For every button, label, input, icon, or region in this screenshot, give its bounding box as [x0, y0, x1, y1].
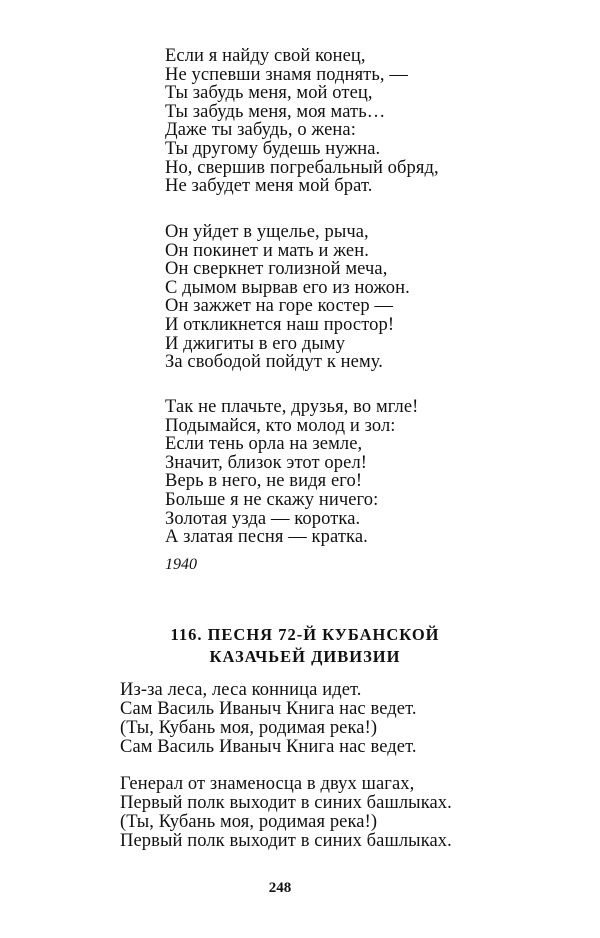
poem-line: Он покинет и мать и жен.	[165, 240, 369, 261]
poem-line: Он сверкнет голизной меча,	[165, 259, 388, 280]
song-line: (Ты, Кубань моя, родимая река!)	[120, 718, 378, 738]
song-line: Сам Василь Иваныч Книга нас ведет.	[120, 699, 417, 719]
song-line: Сам Василь Иваныч Книга нас ведет.	[120, 737, 417, 757]
poem-line: За свободой пойдут к нему.	[165, 352, 383, 373]
poem-line: Больше я не скажу ничего:	[165, 490, 379, 510]
poem-line: Ты забудь меня, моя мать…	[165, 101, 386, 122]
poem-line: Не успевши знамя поднять, —	[165, 64, 408, 85]
song-line: Генерал от знаменосца в двух шагах,	[120, 774, 415, 794]
poem-line: Даже ты забудь, о жена:	[165, 120, 356, 141]
poem-line: Так не плачьте, друзья, во мгле!	[165, 397, 419, 417]
song-line: Первый полк выходит в синих башлыках.	[120, 793, 452, 813]
poem-line: Золотая узда — коротка.	[165, 508, 361, 529]
song-line: Из-за леса, леса конница идет.	[120, 680, 362, 700]
poem-line: Ты другому будешь нужна.	[165, 139, 381, 159]
poem-line: Значит, близок этот орел!	[165, 452, 368, 473]
poem-line: Он зажжет на горе костер —	[165, 296, 394, 317]
section-heading-line-1: 116. ПЕСНЯ 72-Й КУБАНСКОЙ	[170, 625, 440, 644]
poem-line: С дымом вырвав его из ножон.	[165, 277, 410, 298]
poem-line: Ты забудь меня, мой отец,	[165, 83, 373, 104]
song-line: Первый полк выходит в синих башлыках.	[120, 831, 452, 851]
poem-line: И джигиты в его дыму	[165, 333, 346, 354]
page-number: 248	[268, 880, 292, 896]
poem-line: Если я найду свой конец,	[165, 46, 366, 66]
poem-line: Подымайся, кто молод и зол:	[165, 415, 396, 436]
poem-line: А златая песня — кратка.	[165, 527, 368, 548]
section-heading-line-2: КАЗАЧЬЕЙ ДИВИЗИИ	[209, 647, 401, 666]
poem-line: И откликнется наш простор!	[165, 315, 395, 335]
poem-line: Но, свершив погребальный обряд,	[165, 157, 439, 178]
poem-line: Верь в него, не видя его!	[165, 471, 363, 492]
poem-line: Если тень орла на земле,	[165, 434, 363, 455]
poem-line: Не забудет меня мой брат.	[165, 176, 373, 197]
poem-line: Он уйдет в ущелье, рыча,	[165, 222, 369, 242]
song-line: (Ты, Кубань моя, родимая река!)	[120, 812, 378, 832]
poem-date: 1940	[165, 556, 197, 573]
